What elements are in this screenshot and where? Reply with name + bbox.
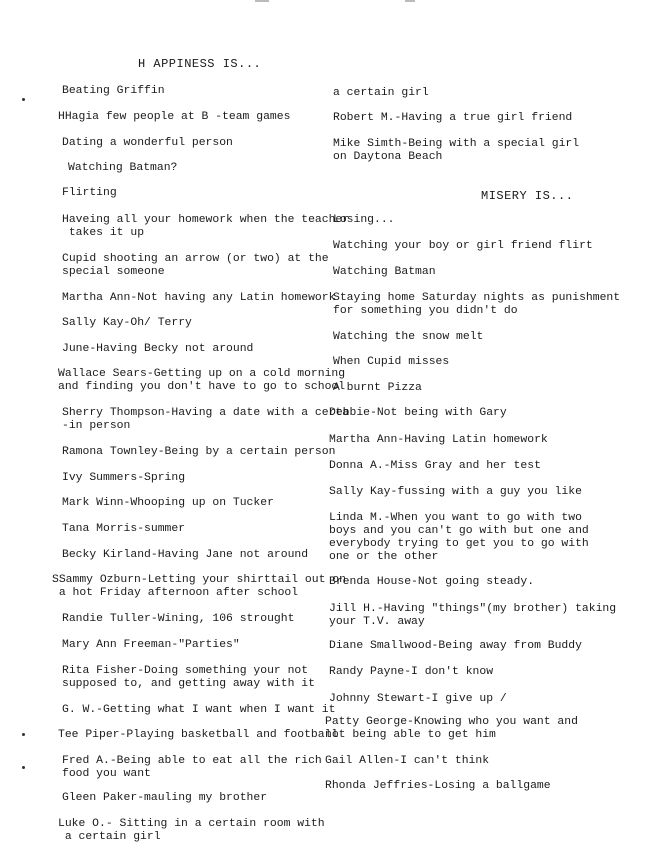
misery-entry: Donna A.-Miss Gray and her test (329, 460, 541, 472)
right-entry: Robert M.-Having a true girl friend (333, 112, 573, 124)
misery-entry: Martha Ann-Having Latin homework (329, 434, 548, 446)
happiness-entry: Flirting (62, 187, 117, 199)
happiness-entry: Ivy Summers-Spring (62, 472, 186, 484)
happiness-entry: Tana Morris-summer (62, 523, 186, 535)
happiness-entry: Sally Kay-Oh/ Terry (62, 317, 192, 329)
happiness-entry: Dating a wonderful person (62, 137, 233, 149)
top-edge-mark (255, 0, 269, 2)
page-title: H APPINESS IS... (138, 57, 262, 71)
happiness-entry: Wallace Sears-Getting up on a cold morning and finding you don't have to go to school (58, 368, 346, 393)
happiness-entry: SSammy Ozburn-Letting your shirttail out on a hot Friday afternoon after school (52, 574, 346, 599)
happiness-entry: Randie Tuller-Wining, 106 strought (62, 613, 295, 625)
happiness-entry: Luke O.- Sitting in a certain room with a certain girl (58, 818, 325, 843)
margin-mark (22, 733, 25, 736)
margin-mark (22, 98, 25, 101)
misery-entry: Brenda House-Not going steady. (329, 576, 535, 588)
happiness-entry: Sherry Thompson-Having a date with a certa -in person (62, 407, 350, 432)
happiness-entry: Fred A.-Being able to eat all the rich food you want (62, 755, 322, 780)
misery-entry: Patty George-Knowing who you want and not being able to get him (325, 716, 578, 741)
misery-title: MISERY IS... (481, 189, 574, 203)
happiness-entry: June-Having Becky not around (62, 343, 254, 355)
margin-mark (22, 766, 25, 769)
happiness-entry: Mark Winn-Whooping up on Tucker (62, 497, 274, 509)
happiness-entry: Becky Kirland-Having Jane not around (62, 549, 309, 561)
misery-entry: Staying home Saturday nights as punishment for something you didn't do (333, 292, 621, 317)
misery-entry: Debbie-Not being with Gary (329, 407, 507, 419)
right-entry: a certain girl (333, 87, 429, 99)
happiness-entry: G. W.-Getting what I want when I want it (62, 704, 336, 716)
happiness-entry: Haveing all your homework when the teacher takes it up (62, 214, 350, 239)
misery-entry: Losing... (333, 214, 395, 226)
happiness-entry: HHagia few people at B -team games (58, 111, 291, 123)
happiness-entry: Tee Piper-Playing basketball and football (58, 729, 339, 741)
happiness-entry: Beating Griffin (62, 85, 165, 97)
misery-entry: Diane Smallwood-Being away from Buddy (329, 640, 582, 652)
misery-entry: When Cupid misses (333, 356, 450, 368)
misery-entry: Watching the snow melt (333, 331, 484, 343)
misery-entry: A burnt Pizza (333, 382, 422, 394)
top-edge-mark (405, 0, 415, 2)
misery-entry: Jill H.-Having "things"(my brother) taking your T.V. away (329, 603, 617, 628)
misery-entry: Randy Payne-I don't know (329, 666, 494, 678)
happiness-entry: Ramona Townley-Being by a certain person (62, 446, 336, 458)
happiness-entry: Martha Ann-Not having any Latin homework (62, 292, 336, 304)
misery-entry: Watching Batman (333, 266, 436, 278)
happiness-entry: Gleen Paker-mauling my brother (62, 792, 268, 804)
misery-entry: Johnny Stewart-I give up / (329, 693, 507, 705)
misery-entry: Linda M.-When you want to go with two boys and you can't go with but one and everybody trying to get you to go with one or the other (329, 512, 589, 563)
misery-entry: Rhonda Jeffries-Losing a ballgame (325, 780, 551, 792)
happiness-entry: Rita Fisher-Doing something your not supposed to, and getting away with it (62, 665, 315, 690)
happiness-entry: Watching Batman? (68, 162, 178, 174)
misery-entry: Watching your boy or girl friend flirt (333, 240, 593, 252)
misery-entry: Gail Allen-I can't think (325, 755, 490, 767)
happiness-entry: Cupid shooting an arrow (or two) at the special someone (62, 253, 329, 278)
right-entry: Mike Simth-Being with a special girl on Daytona Beach (333, 138, 580, 163)
misery-entry: Sally Kay-fussing with a guy you like (329, 486, 582, 498)
happiness-entry: Mary Ann Freeman-"Parties" (62, 639, 240, 651)
